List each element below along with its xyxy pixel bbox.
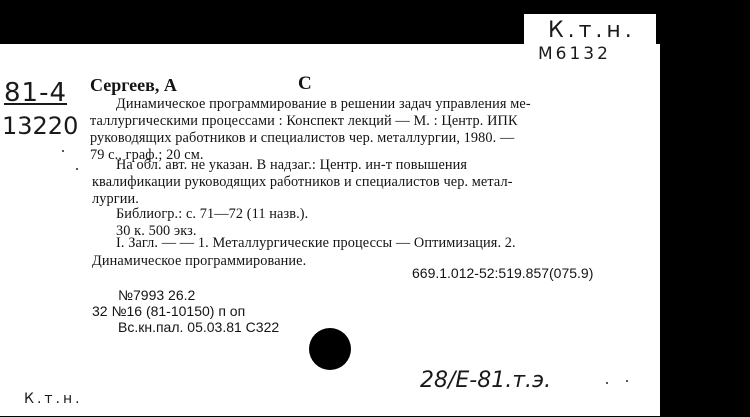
card-line-11: Динамическое программирование. xyxy=(92,253,307,269)
card-line-9: 30 к. 500 экз. xyxy=(116,223,197,239)
card-line-8: Библиогр.: с. 71—72 (11 назв.). xyxy=(116,206,309,222)
card-author: Сергеев, А xyxy=(90,75,177,95)
card-order-3: Вс.кн.пал. 05.03.81 С322 xyxy=(118,319,280,335)
card-line-3: руководящих работников и специалистов чер. металлургии, 1980. — xyxy=(90,130,515,146)
handwritten-left-1: 81-4 xyxy=(4,78,68,108)
handwritten-top-right-2: M6132 xyxy=(538,44,611,64)
card-order-1: №7993 26.2 xyxy=(118,287,196,303)
card-index-letter: С xyxy=(298,73,312,94)
card-line-4: 79 с., граф.; 20 см. xyxy=(90,147,204,163)
card-line-7: лургии. xyxy=(92,191,139,207)
card-line-2: таллургическими процессами : Конспект лекций — М. : Центр. ИПК xyxy=(90,113,518,129)
handwritten-top-right-1: К.т.н. xyxy=(548,18,636,43)
scan-speck xyxy=(76,168,78,170)
scan-speck xyxy=(606,382,608,384)
card-line-6: квалификации руководящих работников и специалистов чер. метал- xyxy=(92,174,513,190)
card-order-2: 32 №16 (81-10150) п оп xyxy=(92,303,246,319)
card-punch-hole xyxy=(309,328,351,370)
handwritten-bottom-left: К.т.н. xyxy=(24,391,83,407)
handwritten-left-2: 13220 xyxy=(2,112,79,140)
card-line-10: I. Загл. — — 1. Металлургические процессы — Оптимизация. 2. xyxy=(116,235,516,251)
card-udc: 669.1.012-52:519.857(075.9) xyxy=(412,265,594,281)
scan-speck xyxy=(626,380,628,382)
scan-speck xyxy=(62,150,64,152)
handwritten-bottom-right: 28/Е-81.т.э. xyxy=(420,368,552,393)
card-line-1: Динамическое программирование в решении задач управления ме- xyxy=(116,96,531,112)
card-line-5: На обл. авт. не указан. В надзаг.: Центр. ин-т повышения xyxy=(116,157,468,173)
